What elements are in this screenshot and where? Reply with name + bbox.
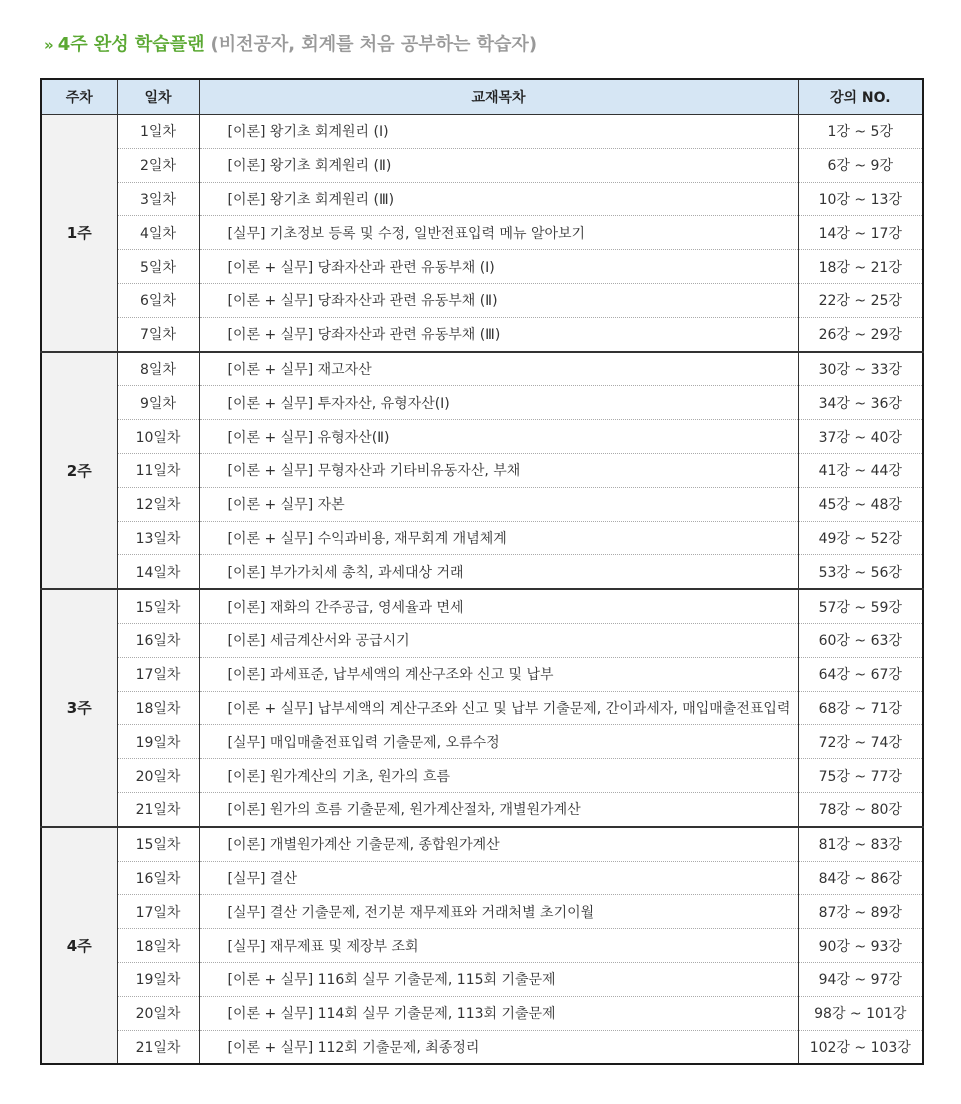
table-row: [41, 317, 923, 351]
day-cell: 18일차: [117, 691, 199, 725]
day-cell: 17일차: [117, 895, 199, 929]
day-cell: 20일차: [117, 996, 199, 1030]
day-cell: 16일차: [117, 861, 199, 895]
day-cell: 18일차: [117, 929, 199, 963]
table-row: [41, 216, 923, 250]
day-cell: 7일차: [117, 317, 199, 351]
lecture-no-cell: 30강 ~ 33강: [798, 352, 923, 386]
week-label: 4주: [41, 827, 117, 1065]
day-cell: 15일차: [117, 827, 199, 861]
table-row: [41, 962, 923, 996]
lecture-no-cell: 90강 ~ 93강: [798, 929, 923, 963]
lecture-no-cell: 72강 ~ 74강: [798, 725, 923, 759]
day-cell: 1일차: [117, 115, 199, 149]
day-cell: 3일차: [117, 182, 199, 216]
lecture-no-cell: 10강 ~ 13강: [798, 182, 923, 216]
lecture-no-cell: 94강 ~ 97강: [798, 962, 923, 996]
day-cell: 21일차: [117, 1030, 199, 1064]
day-cell: 6일차: [117, 283, 199, 317]
content-cell: [이론] 재화의 간주공급, 영세율과 면세: [199, 589, 798, 623]
lecture-no-cell: 1강 ~ 5강: [798, 115, 923, 149]
table-row: [41, 148, 923, 182]
day-cell: 4일차: [117, 216, 199, 250]
day-cell: 9일차: [117, 386, 199, 420]
column-header-lecture-no: 강의 NO.: [798, 79, 923, 115]
table-row: [41, 453, 923, 487]
content-cell: [실무] 결산 기출문제, 전기분 재무제표와 거래처별 초기이월: [199, 895, 798, 929]
table-row: [41, 283, 923, 317]
content-cell: [이론 + 실무] 116회 실무 기출문제, 115회 기출문제: [199, 962, 798, 996]
table-row: [41, 827, 923, 861]
table-row: [41, 115, 923, 149]
lecture-no-cell: 18강 ~ 21강: [798, 250, 923, 284]
content-cell: [이론 + 실무] 112회 기출문제, 최종정리: [199, 1030, 798, 1064]
column-header-contents: 교재목차: [199, 79, 798, 115]
content-cell: [이론 + 실무] 무형자산과 기타비유동자산, 부채: [199, 453, 798, 487]
lecture-no-cell: 26강 ~ 29강: [798, 317, 923, 351]
table-row: [41, 861, 923, 895]
content-cell: [실무] 결산: [199, 861, 798, 895]
content-cell: [이론 + 실무] 유형자산(Ⅱ): [199, 420, 798, 454]
lecture-no-cell: 45강 ~ 48강: [798, 487, 923, 521]
table-row: [41, 691, 923, 725]
table-header-row: [41, 79, 923, 115]
content-cell: [이론 + 실무] 당좌자산과 관련 유동부채 (Ⅱ): [199, 283, 798, 317]
column-header-week: 주차: [41, 79, 117, 115]
day-cell: 19일차: [117, 962, 199, 996]
lecture-no-cell: 14강 ~ 17강: [798, 216, 923, 250]
table-row: [41, 996, 923, 1030]
chevron-icon: »: [44, 36, 54, 54]
lecture-no-cell: 22강 ~ 25강: [798, 283, 923, 317]
lecture-no-cell: 60강 ~ 63강: [798, 623, 923, 657]
lecture-no-cell: 49강 ~ 52강: [798, 521, 923, 555]
table-row: [41, 657, 923, 691]
content-cell: [이론 + 실무] 재고자산: [199, 352, 798, 386]
content-cell: [이론 + 실무] 114회 실무 기출문제, 113회 기출문제: [199, 996, 798, 1030]
content-cell: [이론] 개별원가계산 기출문제, 종합원가계산: [199, 827, 798, 861]
day-cell: 2일차: [117, 148, 199, 182]
table-body: [41, 115, 923, 1065]
lecture-no-cell: 64강 ~ 67강: [798, 657, 923, 691]
table-row: [41, 386, 923, 420]
table-row: [41, 487, 923, 521]
content-cell: [이론 + 실무] 납부세액의 계산구조와 신고 및 납부 기출문제, 간이과세자, 매입매출전표입력: [199, 691, 798, 725]
day-cell: 17일차: [117, 657, 199, 691]
content-cell: [이론] 과세표준, 납부세액의 계산구조와 신고 및 납부: [199, 657, 798, 691]
content-cell: [이론] 세금계산서와 공급시기: [199, 623, 798, 657]
day-cell: 8일차: [117, 352, 199, 386]
content-cell: [이론] 왕기초 회계원리 (Ⅱ): [199, 148, 798, 182]
day-cell: 10일차: [117, 420, 199, 454]
week-label: 1주: [41, 115, 117, 352]
study-plan-table: [40, 78, 924, 1065]
lecture-no-cell: 37강 ~ 40강: [798, 420, 923, 454]
lecture-no-cell: 57강 ~ 59강: [798, 589, 923, 623]
page-title: [44, 30, 537, 56]
content-cell: [이론 + 실무] 당좌자산과 관련 유동부채 (Ⅰ): [199, 250, 798, 284]
table-row: [41, 250, 923, 284]
day-cell: 16일차: [117, 623, 199, 657]
table-row: [41, 420, 923, 454]
content-cell: [이론 + 실무] 당좌자산과 관련 유동부채 (Ⅲ): [199, 317, 798, 351]
lecture-no-cell: 34강 ~ 36강: [798, 386, 923, 420]
day-cell: 11일차: [117, 453, 199, 487]
week-label: 2주: [41, 352, 117, 590]
table-row: [41, 623, 923, 657]
table-row: [41, 182, 923, 216]
day-cell: 14일차: [117, 555, 199, 589]
table-row: [41, 352, 923, 386]
content-cell: [이론 + 실무] 자본: [199, 487, 798, 521]
content-cell: [이론] 왕기초 회계원리 (Ⅰ): [199, 115, 798, 149]
lecture-no-cell: 68강 ~ 71강: [798, 691, 923, 725]
lecture-no-cell: 98강 ~ 101강: [798, 996, 923, 1030]
day-cell: 5일차: [117, 250, 199, 284]
day-cell: 15일차: [117, 589, 199, 623]
title-main: 4주 완성 학습플랜: [57, 34, 205, 55]
lecture-no-cell: 87강 ~ 89강: [798, 895, 923, 929]
lecture-no-cell: 102강 ~ 103강: [798, 1030, 923, 1064]
column-header-day: 일차: [117, 79, 199, 115]
table-row: [41, 725, 923, 759]
content-cell: [이론 + 실무] 투자자산, 유형자산(Ⅰ): [199, 386, 798, 420]
day-cell: 19일차: [117, 725, 199, 759]
table-row: [41, 895, 923, 929]
content-cell: [실무] 재무제표 및 제장부 조회: [199, 929, 798, 963]
lecture-no-cell: 41강 ~ 44강: [798, 453, 923, 487]
table-row: [41, 521, 923, 555]
lecture-no-cell: 53강 ~ 56강: [798, 555, 923, 589]
table-row: [41, 759, 923, 793]
day-cell: 21일차: [117, 792, 199, 826]
content-cell: [이론] 원가계산의 기초, 원가의 흐름: [199, 759, 798, 793]
lecture-no-cell: 6강 ~ 9강: [798, 148, 923, 182]
lecture-no-cell: 81강 ~ 83강: [798, 827, 923, 861]
content-cell: [이론 + 실무] 수익과비용, 재무회계 개념체계: [199, 521, 798, 555]
lecture-no-cell: 84강 ~ 86강: [798, 861, 923, 895]
content-cell: [이론] 부가가치세 총칙, 과세대상 거래: [199, 555, 798, 589]
content-cell: [실무] 기초정보 등록 및 수정, 일반전표입력 메뉴 알아보기: [199, 216, 798, 250]
content-cell: [이론] 원가의 흐름 기출문제, 원가계산절차, 개별원가계산: [199, 792, 798, 826]
table-row: [41, 1030, 923, 1064]
day-cell: 12일차: [117, 487, 199, 521]
lecture-no-cell: 75강 ~ 77강: [798, 759, 923, 793]
table-row: [41, 792, 923, 826]
content-cell: [실무] 매입매출전표입력 기출문제, 오류수정: [199, 725, 798, 759]
title-subtitle: (비전공자, 회계를 처음 공부하는 학습자): [210, 34, 538, 55]
day-cell: 13일차: [117, 521, 199, 555]
lecture-no-cell: 78강 ~ 80강: [798, 792, 923, 826]
content-cell: [이론] 왕기초 회계원리 (Ⅲ): [199, 182, 798, 216]
table-row: [41, 555, 923, 589]
table-row: [41, 589, 923, 623]
week-label: 3주: [41, 589, 117, 827]
table-row: [41, 929, 923, 963]
day-cell: 20일차: [117, 759, 199, 793]
